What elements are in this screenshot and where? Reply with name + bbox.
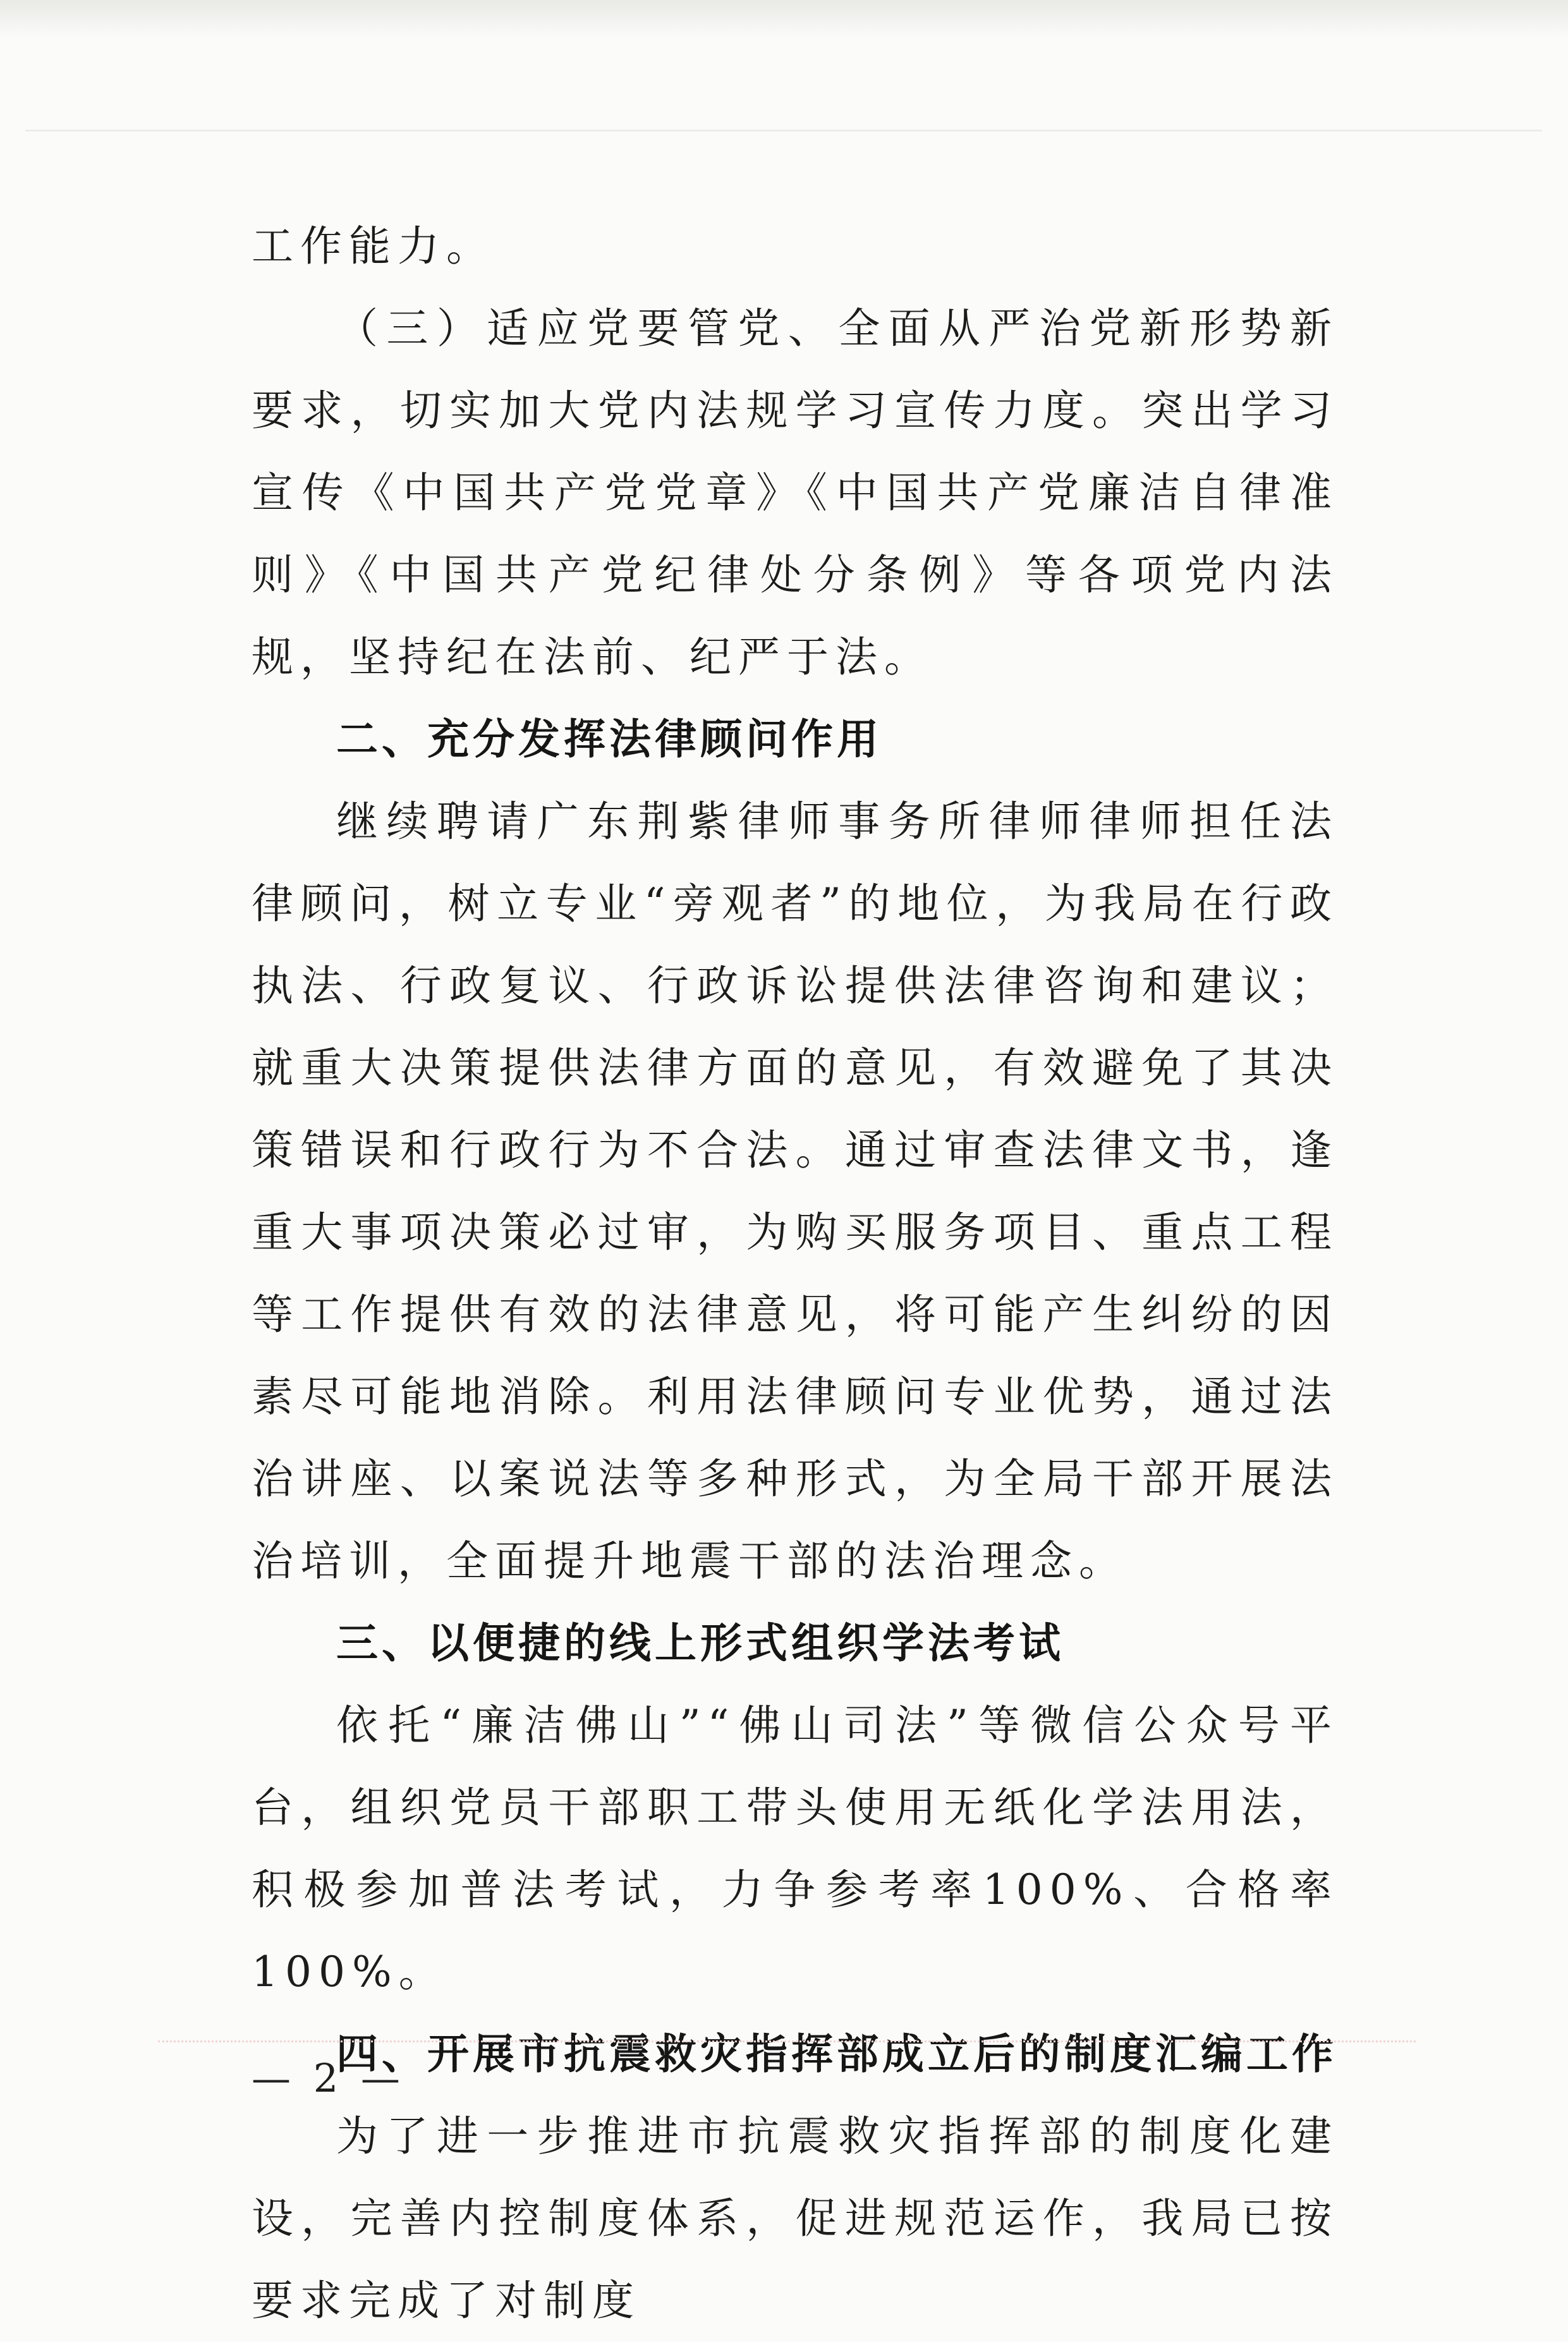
section-heading-2: 二、充分发挥法律顾问作用 — [336, 715, 882, 764]
paragraph-continuation: 工作能力。 — [252, 222, 495, 271]
footer-divider — [158, 2040, 1416, 2042]
section-heading-4: 四、开展市抗震救灾指挥部成立后的制度汇编工作 — [336, 2030, 1337, 2078]
page-number: — 2 — — [252, 2055, 405, 2101]
scan-line — [25, 130, 1542, 131]
paragraph-online-exam: 依托“廉洁佛山”“佛山司法”等微信公众号平台，组织党员干部职工带头使用无纸化学法用法，积极参加普法考试，力争参考率100%、合格率100%。 — [252, 1701, 1339, 1996]
paragraph-party-regulations: （三）适应党要管党、全面从严治党新形势新要求，切实加大党内法规学习宣传力度。突出学习宣传《中国共产党党章》《中国共产党廉洁自律准则》《中国共产党纪律处分条例》等各项党内法规，坚持纪在法前、纪严于法。 — [252, 304, 1339, 681]
document-body — [252, 205, 1339, 2342]
paragraph-legal-advisor: 继续聘请广东荆紫律师事务所律师律师担任法律顾问，树立专业“旁观者”的地位，为我局在行政执法、行政复议、行政诉讼提供法律咨询和建议；就重大决策提供法律方面的意见，有效避免了其决策错误和行政行为不合法。通过审查法律文书，逢重大事项决策必过审，为购买服务项目、重点工程等工作提供有效的法律意见，将可能产生纠纷的因素尽可能地消除。利用法律顾问专业优势，通过法治讲座、以案说法等多种形式，为全局干部开展法治培训，全面提升地震干部的法治理念。 — [252, 797, 1339, 1585]
scan-shadow — [0, 0, 1568, 38]
section-heading-3: 三、以便捷的线上形式组织学法考试 — [336, 1619, 1064, 1668]
paragraph-regulation-compilation: 为了进一步推进市抗震救灾指挥部的制度化建设，完善内控制度体系，促进规范运作，我局已按要求完成了对制度 — [252, 2112, 1339, 2325]
